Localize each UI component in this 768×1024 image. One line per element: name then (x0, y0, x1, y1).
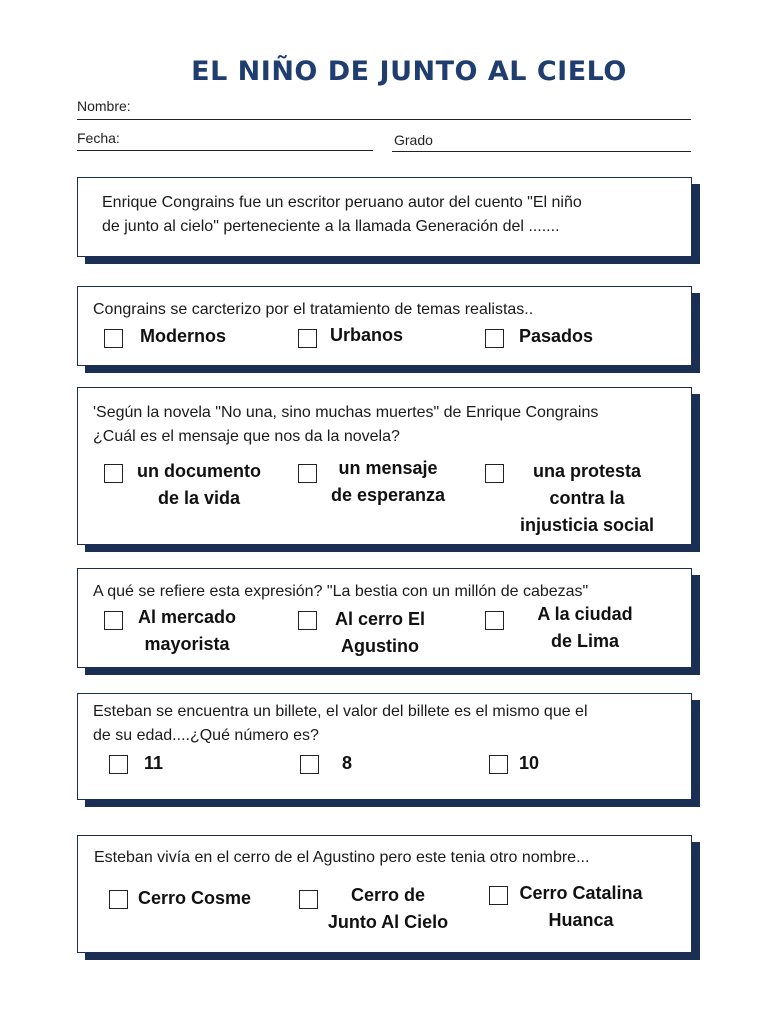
name-input-line[interactable] (77, 119, 691, 120)
option-line: Cerro Catalina (519, 883, 643, 903)
option-label (318, 455, 458, 509)
option-line: Agustino (341, 636, 419, 656)
option-checkbox[interactable] (485, 329, 504, 348)
option-label (122, 604, 252, 658)
option-label: 8 (342, 753, 353, 773)
question-card-3 (77, 387, 692, 545)
option-label (129, 458, 269, 512)
option-checkbox[interactable] (489, 755, 508, 774)
option-line: Cerro de (350, 885, 426, 905)
option-label: 10 (519, 753, 540, 773)
option-line: un mensaje (338, 458, 438, 478)
option-line: Al mercado (137, 607, 237, 627)
date-label: Fecha: (77, 130, 120, 146)
option-line: Al cerro El (334, 609, 426, 629)
option-label (520, 601, 650, 655)
grade-input-line[interactable] (392, 151, 691, 152)
question-card-5 (77, 693, 692, 800)
question-line: Esteban se encuentra un billete, el valor del billete es el mismo que el (93, 703, 588, 720)
question-text: Congrains se carcterizo por el tratamiento de temas realistas.. (93, 301, 534, 318)
option-checkbox[interactable] (109, 890, 128, 909)
question-card-1 (77, 177, 692, 257)
option-label: Urbanos (330, 325, 404, 345)
question-line: de su edad....¿Qué número es? (93, 727, 319, 744)
option-line: un documento (137, 461, 261, 481)
option-line: de Lima (550, 631, 620, 651)
option-label (313, 882, 463, 936)
option-line: de la vida (157, 488, 241, 508)
question-text: Esteban vivía en el cerro de el Agustino pero este tenia otro nombre... (94, 849, 590, 866)
option-label: Pasados (519, 326, 594, 346)
page-title: EL NIÑO DE JUNTO AL CIELO (191, 56, 627, 87)
question-card-2 (77, 286, 692, 366)
option-checkbox[interactable] (485, 611, 504, 630)
option-label (315, 606, 445, 660)
grade-label: Grado (394, 132, 433, 148)
option-checkbox[interactable] (109, 755, 128, 774)
question-line: de junto al cielo" perteneciente a la llamada Generación del ....... (102, 218, 560, 235)
question-line: Enrique Congrains fue un escritor peruano autor del cuento "El niño (102, 194, 582, 211)
option-line: de esperanza (330, 485, 446, 505)
option-checkbox[interactable] (300, 755, 319, 774)
question-card-6 (77, 835, 692, 953)
option-checkbox[interactable] (104, 611, 123, 630)
option-line: Junto Al Cielo (327, 912, 449, 932)
option-line: contra la (549, 488, 625, 508)
option-line: una protesta (532, 461, 642, 481)
question-card-4 (77, 568, 692, 668)
question-line: 'Según la novela "No una, sino muchas muertes" de Enrique Congrains (93, 404, 599, 421)
name-label: Nombre: (77, 98, 131, 114)
option-checkbox[interactable] (489, 886, 508, 905)
question-text: A qué se refiere esta expresión? "La bestia con un millón de cabezas" (93, 583, 589, 600)
option-checkbox[interactable] (104, 329, 123, 348)
option-line: mayorista (144, 634, 230, 654)
option-label: Modernos (140, 326, 227, 346)
question-text (93, 700, 588, 748)
option-label: 11 (144, 753, 164, 773)
option-line: Huanca (548, 910, 614, 930)
option-label: Cerro Cosme (138, 888, 252, 908)
question-text (93, 401, 598, 449)
option-checkbox[interactable] (104, 464, 123, 483)
question-text (102, 191, 582, 239)
option-checkbox[interactable] (485, 464, 504, 483)
option-line: injusticia social (519, 515, 655, 535)
question-line: ¿Cuál es el mensaje que nos da la novela? (93, 428, 400, 445)
option-checkbox[interactable] (298, 329, 317, 348)
option-label (507, 458, 667, 539)
date-input-line[interactable] (77, 150, 373, 151)
option-checkbox[interactable] (298, 464, 317, 483)
option-line: A la ciudad (537, 604, 633, 624)
option-label (508, 880, 654, 934)
